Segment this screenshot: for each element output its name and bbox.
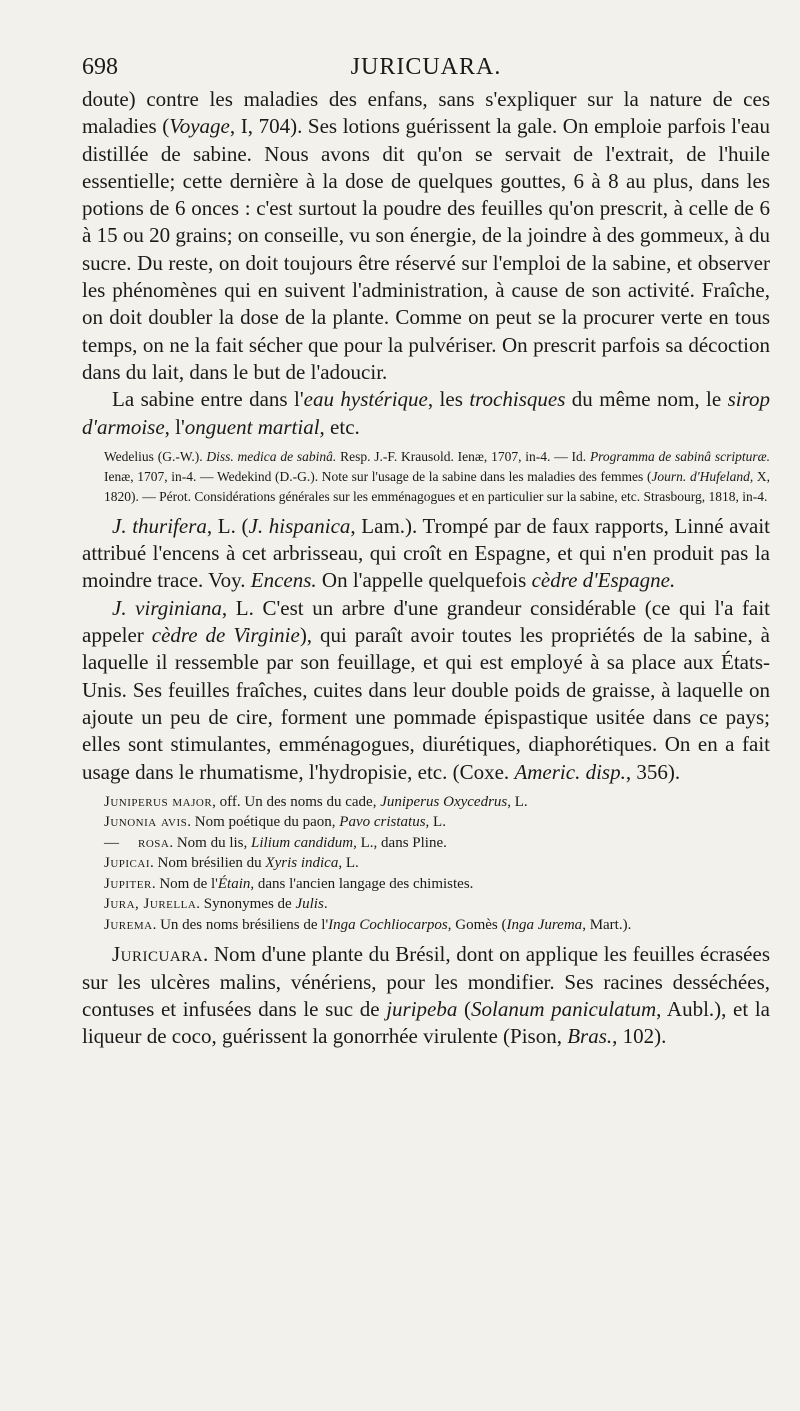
text: , 102). <box>612 1024 667 1049</box>
ditto-dash: — <box>104 834 119 851</box>
text: , Lam.). Trompé par de faux rapports, Linné avait attribué l'encens à cet arbrisseau, qui croît en Espagne, et qui n'en produit pas la moindre trace. Voy. <box>82 513 770 593</box>
italic-text: Xyris indica <box>265 855 339 872</box>
text: ( <box>457 996 472 1021</box>
entry-jupiter <box>82 874 770 895</box>
text: . Nom brésilien du <box>150 855 266 872</box>
entry-headword: Jura, Jurella <box>104 896 197 913</box>
text: . Nom du lis, <box>169 834 252 851</box>
italic-text: eau hystérique <box>303 387 428 412</box>
text: , X, 1820). — Pérot. Considérations générales sur les emménagogues et en particulier sur la sabine, etc. Strasbourg, 1818, in-4. <box>104 468 770 504</box>
text: , l' <box>164 414 185 439</box>
text: , Gomès ( <box>447 916 507 933</box>
italic-text: juripeba <box>386 996 458 1021</box>
italic-text: Inga Cochliocarpos <box>328 916 448 933</box>
text: . Nom poétique du paon, <box>187 814 340 831</box>
text: , L. <box>507 793 528 810</box>
italic-text: J. thurifera <box>112 513 207 538</box>
text: , L., dans Pline. <box>353 834 447 851</box>
text: On l'appelle quelquefois <box>316 568 532 593</box>
entry-headword: rosa <box>138 834 170 851</box>
entry-jupicai <box>82 853 770 874</box>
italic-text: J. virginiana <box>112 595 222 620</box>
page-header <box>82 52 770 86</box>
entry-headword: Juniperus major <box>104 793 213 810</box>
italic-text: Lilium candidum <box>251 834 354 851</box>
text: , L. ( <box>206 513 249 538</box>
italic-text: cèdre de Virginie <box>151 623 300 648</box>
italic-text: Juniperus Oxycedrus <box>380 793 508 810</box>
text: , L. C'est un arbre d'une grandeur considérable (ce qui l'a fait appeler <box>82 595 770 648</box>
text: . Nom de l' <box>151 875 218 892</box>
italic-text: Journ. d'Hufeland <box>651 468 750 484</box>
italic-text: Étain <box>217 875 251 892</box>
italic-text: Bras. <box>567 1024 613 1049</box>
text: doute) contre les maladies des enfans, sans s'expliquer sur la nature de ces maladies ( <box>82 87 770 139</box>
entry-headword: Jupiter <box>104 875 152 892</box>
entry-headword: Junonia avis <box>104 814 188 831</box>
text: Wedelius (G.-W.). <box>104 448 207 464</box>
entry-juniperus-major <box>82 792 770 813</box>
text: , les <box>427 387 470 412</box>
text: , 356). <box>625 759 681 784</box>
text: ), qui paraît avoir toutes les propriétés de la sabine, à laquelle il ressemble par son feuillage, et qui est employé à sa place aux États-Unis. Ses feuilles fraîches, cuites dans leur double poids de graisse, à laquelle on ajoute un peu de cire, forment une pommade épispastique usitée dans ce pays; elles sont stimulantes, emménagogues, diurétiques, diaphorétiques. On en a fait usage dans le rhumatisme, l'hydropisie, etc. (Coxe. <box>82 623 770 784</box>
italic-text: Diss. medica de sabinâ. <box>206 448 337 464</box>
text: Resp. J.-F. Krausold. Ienæ, 1707, in-4. — Id. <box>336 448 590 464</box>
text: . Nom d'une plante du Brésil, dont on applique les feuilles écrasées sur les ulcères malins, vénériens, pour les mondifier. Ses racines desséchées, contuses et infusées dans le suc de <box>82 942 770 1021</box>
text: , off. Un des noms du cade, <box>212 793 381 810</box>
entry-junonia-rosa <box>82 833 770 854</box>
text: , L. <box>338 855 359 872</box>
entry-headword: Juricuara <box>112 942 204 967</box>
italic-text: Inga Jurema <box>506 916 583 933</box>
text: Ienæ, 1707, in-4. — Wedekind (D.-G.). Note sur l'usage de la sabine dans les maladies des femmes ( <box>104 468 652 484</box>
italic-text: Encens. <box>250 568 317 593</box>
italic-text: trochisques <box>469 387 566 412</box>
italic-text: Voyage <box>169 114 230 139</box>
text: . Synonymes de <box>196 896 296 913</box>
text: . Un des noms brésiliens de l' <box>152 916 329 933</box>
italic-text: Pavo cristatus <box>339 814 426 831</box>
paragraph-sabine-preparations <box>82 386 770 441</box>
entry-junonia-avis <box>82 812 770 833</box>
text: du même nom, le <box>565 387 728 412</box>
entry-headword: Jupicai <box>104 855 151 872</box>
entry-jurema <box>82 915 770 936</box>
text: , L. <box>425 814 446 831</box>
running-head: JURICUARA. <box>350 54 502 80</box>
italic-text: Julis <box>295 896 324 913</box>
entry-headword: Jurema <box>104 916 153 933</box>
italic-text: cèdre d'Espagne. <box>531 568 676 593</box>
paragraph-j-thurifera <box>82 513 770 595</box>
text: , I, 704). Ses lotions guérissent la gale. On emploie parfois l'eau distillée de sabine. Nous avons dit qu'on se servait de l'extrait, de l'huile essentielle; cette dernière à la dose de quelques gouttes, 6 à 8 au plus, dans les potions de 6 onces : c'est surtout la poudre des feuilles qu'on prescrit, à celle de 6 à 15 ou 20 grains; on conseille, vu son énergie, de la joindre à des gommeux, à du sucre. Du reste, on doit toujours être réservé sur l'emploi de la sabine, et observer les phénomènes qui en suivent l'administration, à cause de son activité. Fraîche, on doit doubler la dose de la plante. Comme on peut se la procurer verte en tous temps, on ne la fait sécher que pour la pulvériser. On prescrit parfois sa décoction dans du lait, dans le but de l'adoucir. <box>82 114 770 384</box>
text: La sabine entre dans l' <box>112 387 304 412</box>
text: . <box>323 896 328 913</box>
italic-text: Solanum paniculatum <box>471 996 657 1021</box>
italic-text: sirop d'armoise <box>82 387 770 439</box>
italic-text: Americ. disp. <box>514 759 626 784</box>
entry-juricuara <box>82 941 770 1050</box>
text: , Mart.). <box>582 916 632 933</box>
italic-text: onguent martial <box>184 414 320 439</box>
page-number: 698 <box>82 54 118 80</box>
italic-text: J. hispanica <box>248 513 351 538</box>
short-entries <box>82 792 770 936</box>
text: , etc. <box>319 414 360 439</box>
text: , dans l'ancien langage des chimistes. <box>250 875 474 892</box>
italic-text: Programma de sabinâ scripturæ. <box>589 448 770 464</box>
bibliography-references <box>104 447 770 507</box>
entry-jura-jurella <box>82 894 770 915</box>
text: , Aubl.), et la liqueur de coco, guérissent la gonorrhée virulente (Pison, <box>82 996 770 1049</box>
paragraph-j-virginiana <box>82 595 770 786</box>
paragraph-sabine-usage <box>82 86 770 386</box>
